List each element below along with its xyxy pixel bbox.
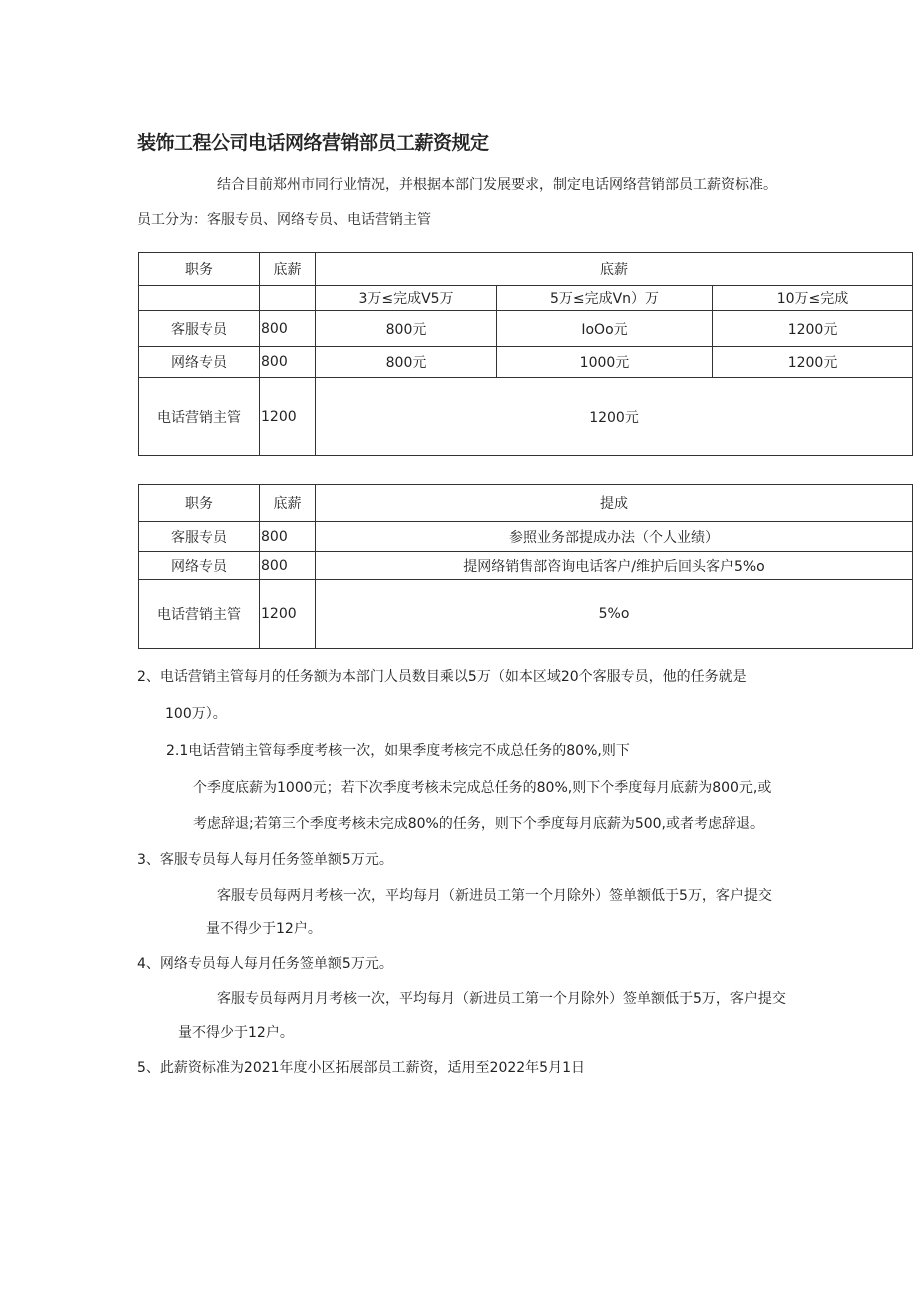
rule-3-line-3: 量不得少于12户。 (206, 921, 322, 937)
manager-base-value: 1200元 (316, 378, 913, 456)
header-base: 底薪 (260, 253, 316, 286)
commission-cell: 提网络销售部咨询电话客户/维护后回头客户5%o (316, 552, 913, 580)
rule-3-line-2: 客服专员每两月考核一次，平均每月（新进员工第一个月除外）签单额低于5万，客户提交 (217, 888, 772, 904)
tier-blank-cell (260, 286, 316, 311)
position-cell: 电话营销主管 (139, 378, 260, 456)
rule-5-line-1: 5、此薪资标准为2021年度小区拓展部员工薪资，适用至2022年5月1日 (137, 1060, 585, 1076)
tier-value: 1000元 (497, 347, 713, 378)
intro-paragraph: 结合目前郑州市同行业情况，并根据本部门发展要求，制定电话网络营销部员工薪资标准。 (217, 177, 777, 193)
document-title: 装饰工程公司电话网络营销部员工薪资规定 (137, 132, 489, 154)
tier-blank-cell (139, 286, 260, 311)
base-cell: 800 (260, 347, 316, 378)
base-cell: 800 (260, 522, 316, 552)
tier-value: 800元 (316, 347, 497, 378)
position-cell: 网络专员 (139, 552, 260, 580)
tier-value: 800元 (316, 311, 497, 347)
base-cell: 1200 (260, 580, 316, 649)
rule-2-line-1: 2、电话营销主管每月的任务额为本部门人员数目乘以5万（如本区域20个客服专员，他的任务就是 (137, 669, 747, 685)
header-position: 职务 (139, 485, 260, 522)
tier-value: 1200元 (713, 311, 913, 347)
tier-value: 1200元 (713, 347, 913, 378)
base-cell: 1200 (260, 378, 316, 456)
rule-4-line-3: 量不得少于12户。 (178, 1025, 294, 1041)
header-base-tiers: 底薪 (316, 253, 913, 286)
tier-label: 5万≤完成Vn）万 (497, 286, 713, 311)
staff-types-line: 员工分为：客服专员、网络专员、电话营销主管 (137, 212, 431, 228)
rule-4-line-2: 客服专员每两月月考核一次，平均每月（新进员工第一个月除外）签单额低于5万，客户提交 (217, 991, 786, 1007)
rule-2-1-line-1: 2.1电话营销主管每季度考核一次，如果季度考核完不成总任务的80%,则下 (166, 743, 630, 759)
rule-2-1-line-2: 个季度底薪为1000元；若下次季度考核未完成总任务的80%,则下个季度每月底薪为800元,或 (193, 780, 772, 796)
rule-2-line-2: 100万）。 (165, 706, 227, 722)
commission-cell: 参照业务部提成办法（个人业绩） (316, 522, 913, 552)
position-cell: 客服专员 (139, 522, 260, 552)
tier-value: IoOo元 (497, 311, 713, 347)
header-position: 职务 (139, 253, 260, 286)
commission-table (138, 484, 913, 649)
position-cell: 客服专员 (139, 311, 260, 347)
position-cell: 网络专员 (139, 347, 260, 378)
rule-4-line-1: 4、网络专员每人每月任务签单额5万元。 (137, 956, 393, 972)
commission-cell: 5%o (316, 580, 913, 649)
base-cell: 800 (260, 311, 316, 347)
base-cell: 800 (260, 552, 316, 580)
tier-label: 10万≤完成 (713, 286, 913, 311)
rule-2-1-line-3: 考虑辞退;若第三个季度考核未完成80%的任务，则下个季度每月底薪为500,或者考虑辞退。 (193, 816, 765, 832)
base-salary-table (138, 252, 913, 456)
position-cell: 电话营销主管 (139, 580, 260, 649)
header-base: 底薪 (260, 485, 316, 522)
tier-label: 3万≤完成V5万 (316, 286, 497, 311)
header-commission: 提成 (316, 485, 913, 522)
rule-3-line-1: 3、客服专员每人每月任务签单额5万元。 (137, 852, 393, 868)
